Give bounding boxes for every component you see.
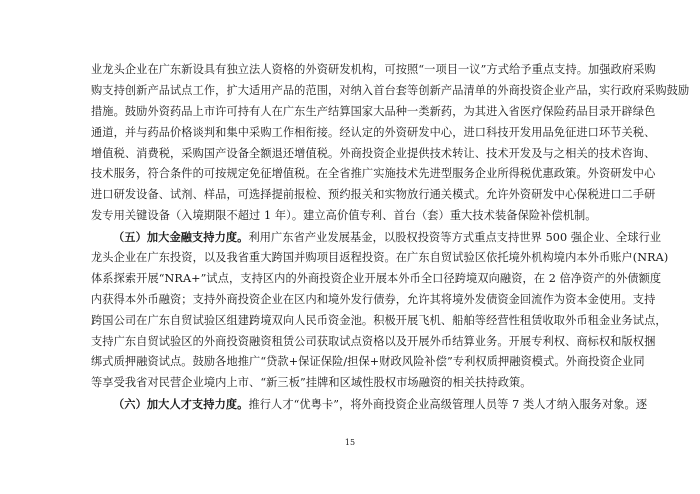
text-line: 支持广东自贸试验区的外商投资融资租赁公司获取试点资格以及开展外币结算业务。开展专利权、商标权和版权捆 [91,334,656,348]
text-line: 龙头企业在广东投资，以及我省重大跨国并购项目返程投资。在广东自贸试验区依托境外机构境内本外币账户(NRA) [91,251,669,265]
section-6-heading: （六）加大人才支持力度。 [113,397,249,412]
text-line: 措施。鼓励外资药品上市许可持有人在广东生产结算国家大品种一类新药，为其进入省医疗保险药品目录开辟绿色 [91,104,656,118]
page-number: 15 [344,438,356,447]
text-line: 发专用关键设备（入境期限不超过 1 年）。建立高价值专利、首台（套）重大技术装备保险补偿机制。 [91,209,597,223]
text-line: 跨国公司在广东自贸试验区组建跨境双向人民币资金池。积极开展飞机、船舶等经营性租赁收取外币租金业务试点， [91,313,667,327]
text-line: 等享受我省对民营企业境内上市、“新三板”挂牌和区域性股权市场融资的相关扶持政策。 [91,376,532,390]
section-6-text: 推行人才“优粤卡”，将外商投资企业高级管理人员等 7 类人才纳入服务对象。逐 [248,398,648,412]
text-line: 进口研发设备、试剂、样品，可选择提前报检、预约报关和实物放行通关模式。允许外资研发中心保税进口二手研 [91,188,656,202]
text-line: 通道，并与药品价格谈判和集中采购工作相衔接。经认定的外资研发中心，进口科技开发用品免征进口环节关税、 [91,125,656,139]
section-5-first-line [91,227,662,248]
text-line: 绑式质押融资试点。鼓励各地推广“贷款+保证保险/担保+财政风险补偿”专利权质押融资模式。外商投资企业同 [91,355,645,369]
text-line: 增值税、消费税，采购国产设备全额退还增值税。外商投资企业提供技术转让、技术开发及与之相关的技术咨询、 [91,146,656,160]
section-6-first-line [91,394,648,415]
text-line: 购支持创新产品试点工作，扩大适用产品的范围，对纳入首台套等创新产品清单的外商投资企业产品，实行政府采购鼓励 [91,83,690,97]
section-5-heading: （五）加大金融支持力度。 [113,230,249,245]
body-text [91,60,690,415]
section-5-text: 利用广东省产业发展基金，以股权投资等方式重点支持世界 500 强企业、全球行业 [248,231,662,245]
text-line: 业龙头企业在广东新设具有独立法人资格的外资研发机构，可按照“一项目一议”方式给予重点支持。加强政府采购 [91,63,656,76]
text-line: 技术服务，符合条件的可按规定免征增值税。在全省推广实施技术先进型服务企业所得税优惠政策。外资研发中心 [91,167,656,181]
text-line: 内获得本外币融资；支持外商投资企业在区内和境外发行债券，允许其将境外发债资金回流作为资本金使用。支持 [91,292,656,306]
text-line: 体系探索开展“NRA+”试点，支持区内的外商投资企业开展本外币全口径跨境双向融资，在 2 倍净资产的外债额度 [91,271,662,285]
